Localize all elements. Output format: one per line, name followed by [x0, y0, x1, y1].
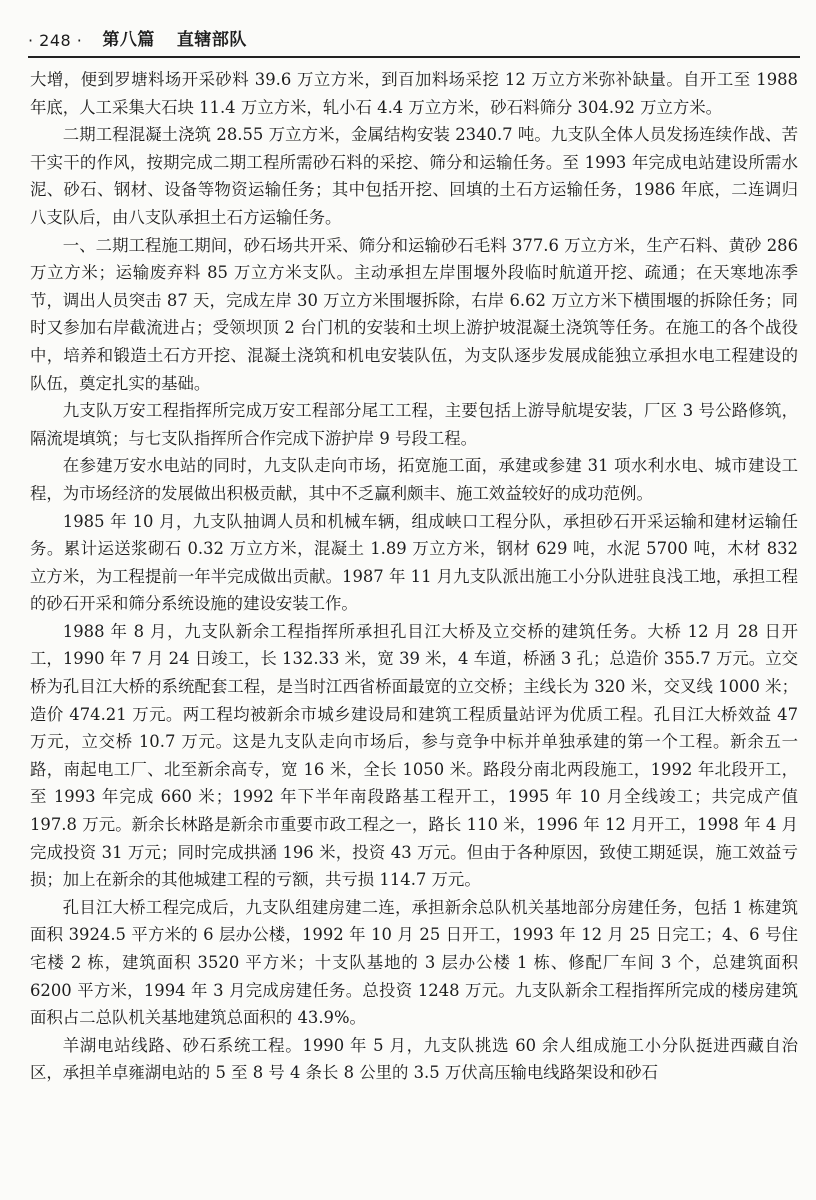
paragraph: 九支队万安工程指挥所完成万安工程部分尾工工程，主要包括上游导航堤安装，厂区 3 号公路修筑，隔流堤填筑；与七支队指挥所合作完成下游护岸 9 号段工程。 — [30, 401, 798, 448]
paragraph: 大增，便到罗塘料场开采砂料 39.6 万立方米，到百加料场采挖 12 万立方米弥补缺量。自开工至 1988 年底，人工采集大石块 11.4 万立方米，轧小石 4.4 万立方米，砂石料筛分 304.92 万立方米。 — [30, 70, 798, 117]
paragraph: 羊湖电站线路、砂石系统工程。1990 年 5 月，九支队挑选 60 余人组成施工小分队挺进西藏自治区，承担羊卓雍湖电站的 5 至 8 号 4 条长 8 公里的 3.5 万伏高压输电线路架设和砂石 — [30, 1035, 798, 1083]
paragraph: 1985 年 10 月，九支队抽调人员和机械车辆，组成峡口工程分队，承担砂石开采运输和建材运输任务。累计运送浆砌石 0.32 万立方米，混凝土 1.89 万立方米，钢材 629 吨，水泥 5700 吨，木材 832 立方米，为工程提前一年半完成做出贡献。1987 年 11 月九支队派出施工小分队进驻良浅工地，承担工程的砂石开采和筛分系统设施的建设安装工作。 — [30, 511, 798, 614]
part-title: 第八篇 — [102, 30, 155, 50]
paragraph: 一、二期工程施工期间，砂石场共开采、筛分和运输砂石毛料 377.6 万立方米，生产石料、黄砂 286 万立方米；运输废弃料 85 万立方米支队。主动承担左岸围堰外段临时航道开挖、疏通；在天寒地冻季节，调出人员突击 87 天，完成左岸 30 万立方米围堰拆除，右岸 6.62 万立方米下横围堰的拆除任务；同时又参加右岸截流进占；受领坝顶 2 台门机的安装和土坝上游护坡混凝土浇筑等任务。在施工的各个战役中，培养和锻造土石方开挖、混凝土浇筑和机电安装队伍，为支队逐步发展成能独立承担水电工程建设的队伍，奠定扎实的基础。 — [30, 235, 798, 393]
paragraph: 在参建万安水电站的同时，九支队走向市场，拓宽施工面，承建或参建 31 项水利水电、城市建设工程，为市场经济的发展做出积极贡献，其中不乏赢利颇丰、施工效益较好的成功范例。 — [30, 456, 798, 503]
running-header — [28, 22, 798, 50]
paragraph: 二期工程混凝土浇筑 28.55 万立方米，金属结构安装 2340.7 吨。九支队全体人员发扬连续作战、苦干实干的作风，按期完成二期工程所需砂石料的采挖、筛分和运输任务。至 1993 年完成电站建设所需水泥、砂石、钢材、设备等物资运输任务；其中包括开挖、回填的土石方运输任务，1986 年底，二连调归八支队后，由八支队承担土石方运输任务。 — [30, 125, 798, 227]
body-text — [30, 66, 798, 1196]
paragraph: 1988 年 8 月，九支队新余工程指挥所承担孔目江大桥及立交桥的建筑任务。大桥 12 月 28 日开工，1990 年 7 月 24 日竣工，长 132.33 米，宽 39 米，4 车道，桥涵 3 孔；总造价 355.7 万元。立交桥为孔目江大桥的系统配套工程，是当时江西省桥面最宽的立交桥；主线长为 320 米，交叉线 1000 米；造价 474.21 万元。两工程均被新余市城乡建设局和建筑工程质量站评为优质工程。孔目江大桥效益 47 万元，立交桥 10.7 万元。这是九支队走向市场后，参与竞争中标并单独承建的第一个工程。新余五一路，南起电工厂、北至新余高专，宽 16 米，全长 1050 米。路段分南北两段施工，1992 年北段开工，至 1993 年完成 660 米；1992 年下半年南段路基工程开工，1995 年 10 月全线竣工；共完成产值 197.8 万元。新余长林路是新余市重要市政工程之一，路长 110 米，1996 年 12 月开工，1998 年 4 月完成投资 31 万元；同时完成拱涵 196 米，投资 43 万元。但由于各种原因，致使工期延误，施工效益亏损；加上在新余的其他城建工程的亏额，共亏损 114.7 万元。 — [30, 621, 798, 890]
header-rule — [28, 56, 800, 58]
section-title: 直辖部队 — [176, 30, 247, 50]
page-number: · 248 · — [28, 31, 83, 50]
paragraph: 孔目江大桥工程完成后，九支队组建房建二连，承担新余总队机关基地部分房建任务，包括 1 栋建筑面积 3924.5 平方米的 6 层办公楼，1992 年 10 月 25 日开工，1993 年 12 月 25 日完工；4、6 号住宅楼 2 栋，建筑面积 3520 平方米；十支队基地的 3 层办公楼 1 栋、修配厂车间 3 个，总建筑面积 6200 平方米，1994 年 3 月完成房建任务。总投资 1248 万元。九支队新余工程指挥所完成的楼房建筑面积占二总队机关基地建筑总面积的 43.9%。 — [30, 897, 798, 1028]
